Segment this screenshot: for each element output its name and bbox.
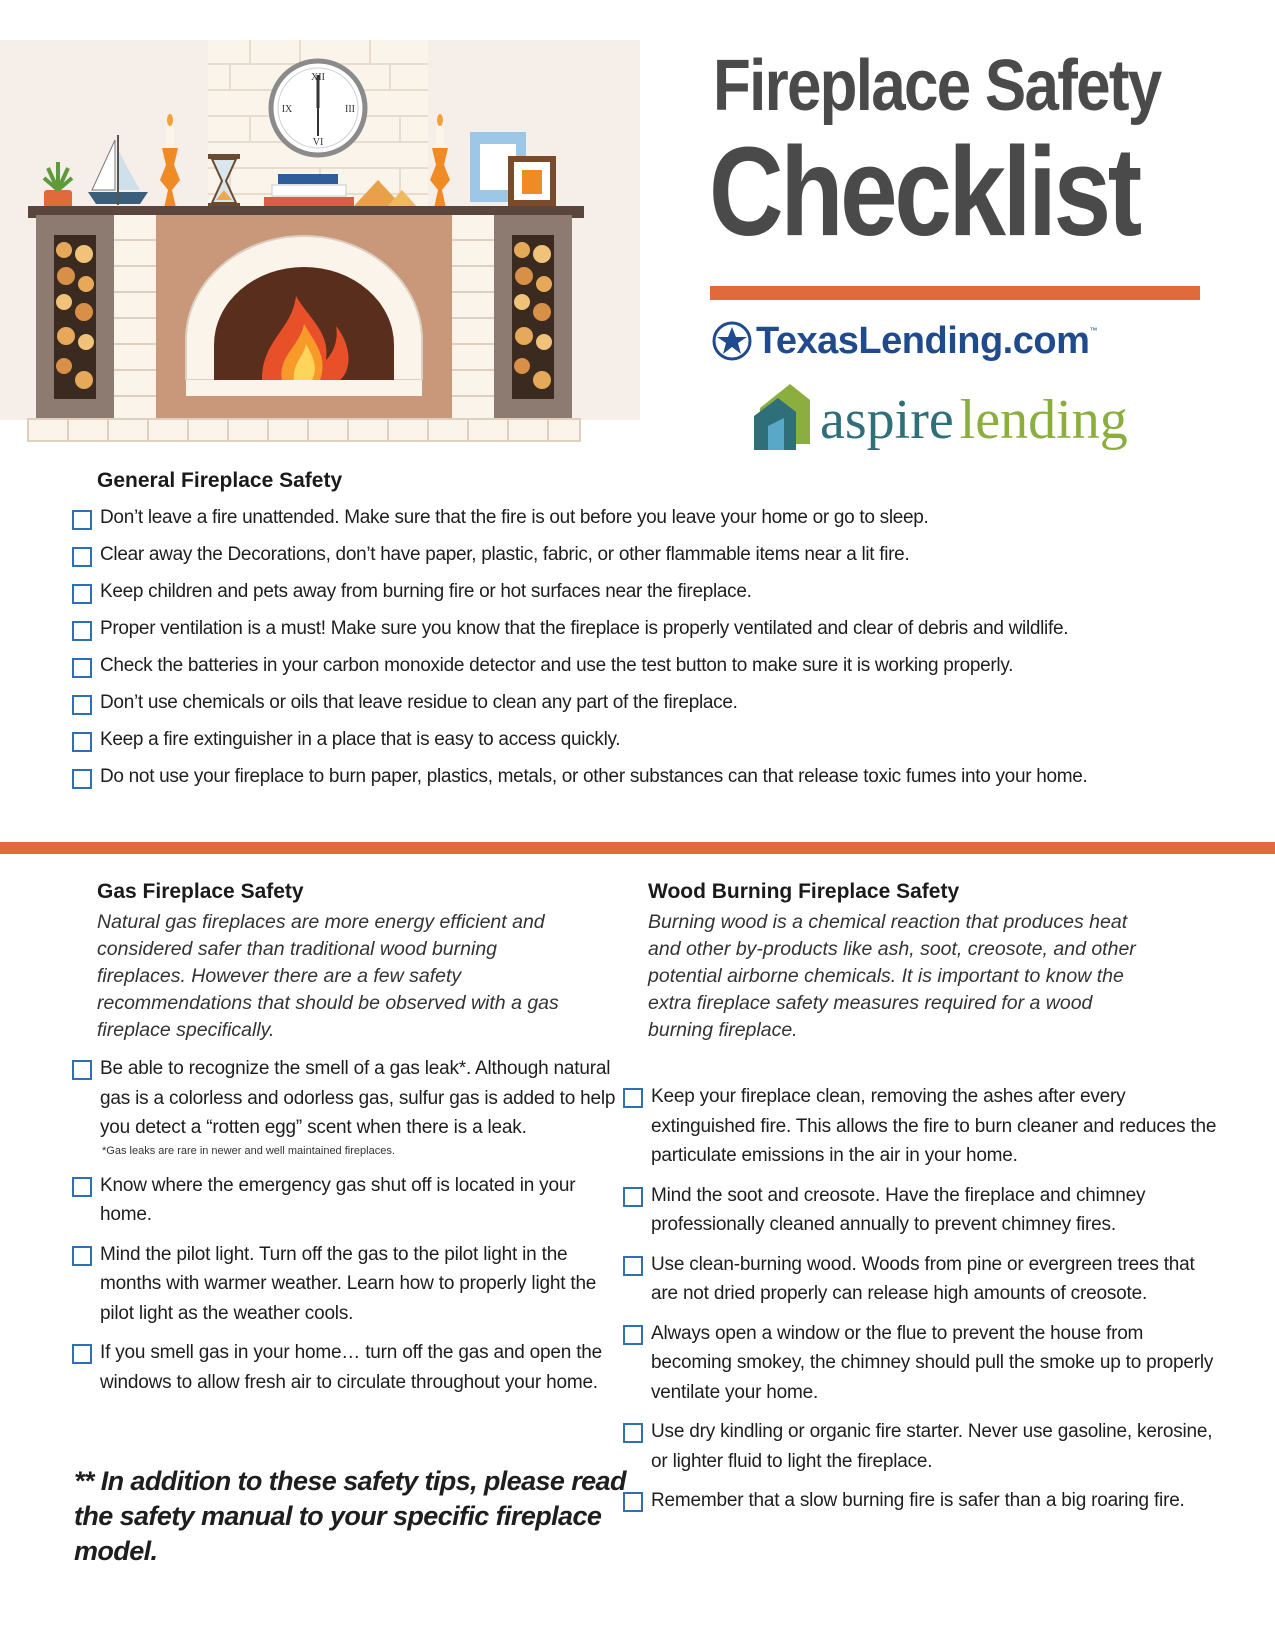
section-divider xyxy=(0,842,1275,854)
checkbox[interactable] xyxy=(72,1344,92,1364)
svg-text:III: III xyxy=(345,104,355,115)
checklist-item xyxy=(72,729,1252,766)
checklist-item-text: Don’t use chemicals or oils that leave residue to clean any part of the fireplace. xyxy=(100,692,738,713)
checkbox[interactable] xyxy=(72,510,92,530)
checklist-item xyxy=(72,1054,632,1143)
star-circle-icon xyxy=(712,321,752,361)
checklist-item-text: Keep children and pets away from burning fire or hot surfaces near the fireplace. xyxy=(100,581,752,602)
firewood-stack-icon xyxy=(54,235,96,399)
wood-checklist xyxy=(623,1082,1223,1526)
checklist-item-text: Don’t leave a fire unattended. Make sure that the fire is out before you leave your home or go to sleep. xyxy=(100,507,929,528)
checklist-item-text: Mind the pilot light. Turn off the gas to the pilot light in the months with warmer weather. Learn how to properly light the pilot light as the weather cools. xyxy=(100,1243,597,1324)
wood-intro: Burning wood is a chemical reaction that produces heat and other by-products like ash, soot, creosote, and other potential airborne chemicals. It is important to know the extra fireplace safety measures required for a wood burning fireplace. xyxy=(648,911,1136,1041)
checklist-item xyxy=(623,1250,1223,1309)
clock-icon xyxy=(271,61,365,155)
gas-leak-footnote: *Gas leaks are rare in newer and well maintained fireplaces. xyxy=(102,1144,395,1157)
checkbox[interactable] xyxy=(72,658,92,678)
house-icon xyxy=(752,378,814,450)
checklist-item-text: Check the batteries in your carbon monoxide detector and use the test button to make sure it is working properly. xyxy=(100,655,1014,676)
checkbox[interactable] xyxy=(72,547,92,567)
general-safety-heading: General Fireplace Safety xyxy=(97,469,343,492)
checkbox[interactable] xyxy=(72,584,92,604)
checklist-item xyxy=(72,655,1252,692)
checkbox[interactable] xyxy=(72,695,92,715)
checklist-item xyxy=(72,618,1252,655)
general-checklist xyxy=(72,507,1252,803)
svg-text:VI: VI xyxy=(312,137,324,148)
checklist-item xyxy=(623,1417,1223,1476)
checklist-item xyxy=(72,1240,632,1329)
checkbox[interactable] xyxy=(623,1325,643,1345)
closing-note: ** In addition to these safety tips, please read the safety manual to your specific fireplace model. xyxy=(74,1466,626,1566)
checklist-item-text: If you smell gas in your home… turn off the gas and open the windows to allow fresh air to circulate throughout your home. xyxy=(100,1342,603,1393)
checklist-item xyxy=(623,1486,1223,1516)
aspire-word: aspire xyxy=(820,389,954,451)
checklist-item xyxy=(72,1171,632,1230)
gas-safety-heading: Gas Fireplace Safety xyxy=(97,880,304,903)
checklist-item-text: Do not use your fireplace to burn paper, plastics, metals, or other substances can that release toxic fumes into your home. xyxy=(100,766,1088,787)
aspirelending-logo xyxy=(752,378,1128,450)
texaslending-logo xyxy=(712,318,1097,364)
checklist-item xyxy=(623,1319,1223,1408)
checklist-item xyxy=(72,544,1252,581)
title-line-2: Checklist xyxy=(709,121,1139,262)
checklist-item-text: Use clean-burning wood. Woods from pine or evergreen trees that are not dried properly can release high amounts of creosote. xyxy=(651,1253,1195,1304)
svg-text:IX: IX xyxy=(281,104,293,115)
checkbox[interactable] xyxy=(72,1177,92,1197)
checklist-item xyxy=(72,1338,632,1397)
title-line-1: Fireplace Safety xyxy=(713,46,1161,126)
gas-checklist xyxy=(72,1054,632,1407)
lending-word: lending xyxy=(959,389,1128,451)
checklist-item-text: Clear away the Decorations, don’t have paper, plastic, fabric, or other flammable items near a lit fire. xyxy=(100,544,910,565)
checkbox[interactable] xyxy=(72,621,92,641)
checklist-item-text: Mind the soot and creosote. Have the fireplace and chimney professionally cleaned annually to prevent chimney fires. xyxy=(651,1184,1146,1235)
checkbox[interactable] xyxy=(623,1256,643,1276)
svg-text:XII: XII xyxy=(311,72,325,83)
checklist-item xyxy=(623,1181,1223,1240)
checklist-item-text: Be able to recognize the smell of a gas leak*. Although natural gas is a colorless and odorless gas, sulfur gas is added to help you detect a “rotten egg” scent when there is a leak. xyxy=(100,1058,616,1138)
checklist-item xyxy=(72,692,1252,729)
checklist-item xyxy=(623,1082,1223,1171)
checkbox[interactable] xyxy=(72,769,92,789)
checklist-item-text: Keep your fireplace clean, removing the ashes after every extinguished fire. This allows the fire to burn cleaner and reduces the particulate emissions in the air in your home. xyxy=(651,1086,1217,1166)
checklist-item-text: Know where the emergency gas shut off is located in your home. xyxy=(100,1174,576,1225)
trademark-mark: ™ xyxy=(1089,326,1098,335)
page-title xyxy=(705,45,1205,262)
checkbox[interactable] xyxy=(72,732,92,752)
checklist-item-text: Proper ventilation is a must! Make sure you know that the fireplace is properly ventilated and clear of debris and wildlife. xyxy=(100,618,1069,639)
checklist-item xyxy=(72,766,1252,803)
checklist-item xyxy=(72,507,1252,544)
checklist-item-text: Always open a window or the flue to prevent the house from becoming smokey, the chimney should pull the smoke up to properly ventilate your home. xyxy=(651,1322,1214,1403)
checkbox[interactable] xyxy=(623,1088,643,1108)
checklist-item-text: Remember that a slow burning fire is safer than a big roaring fire. xyxy=(651,1490,1185,1511)
wood-safety-heading: Wood Burning Fireplace Safety xyxy=(648,880,960,903)
checkbox[interactable] xyxy=(623,1423,643,1443)
texaslending-brand: TexasLending.com xyxy=(756,319,1090,362)
checklist-item-text: Keep a fire extinguisher in a place that is easy to access quickly. xyxy=(100,729,621,750)
firewood-stack-icon xyxy=(512,235,554,399)
checklist-item-text: Use dry kindling or organic fire starter. Never use gasoline, kerosine, or lighter fluid to light the fireplace. xyxy=(651,1421,1213,1472)
gas-intro: Natural gas fireplaces are more energy efficient and considered safer than traditional wood burning fireplaces. However there are a few safety recommendations that should be observed with a gas fireplace specifically. xyxy=(97,911,559,1041)
checklist-item xyxy=(72,581,1252,618)
checkbox[interactable] xyxy=(72,1060,92,1080)
checkbox[interactable] xyxy=(72,1246,92,1266)
checkbox[interactable] xyxy=(623,1187,643,1207)
fireplace-illustration xyxy=(0,40,640,470)
title-underline xyxy=(710,286,1200,300)
